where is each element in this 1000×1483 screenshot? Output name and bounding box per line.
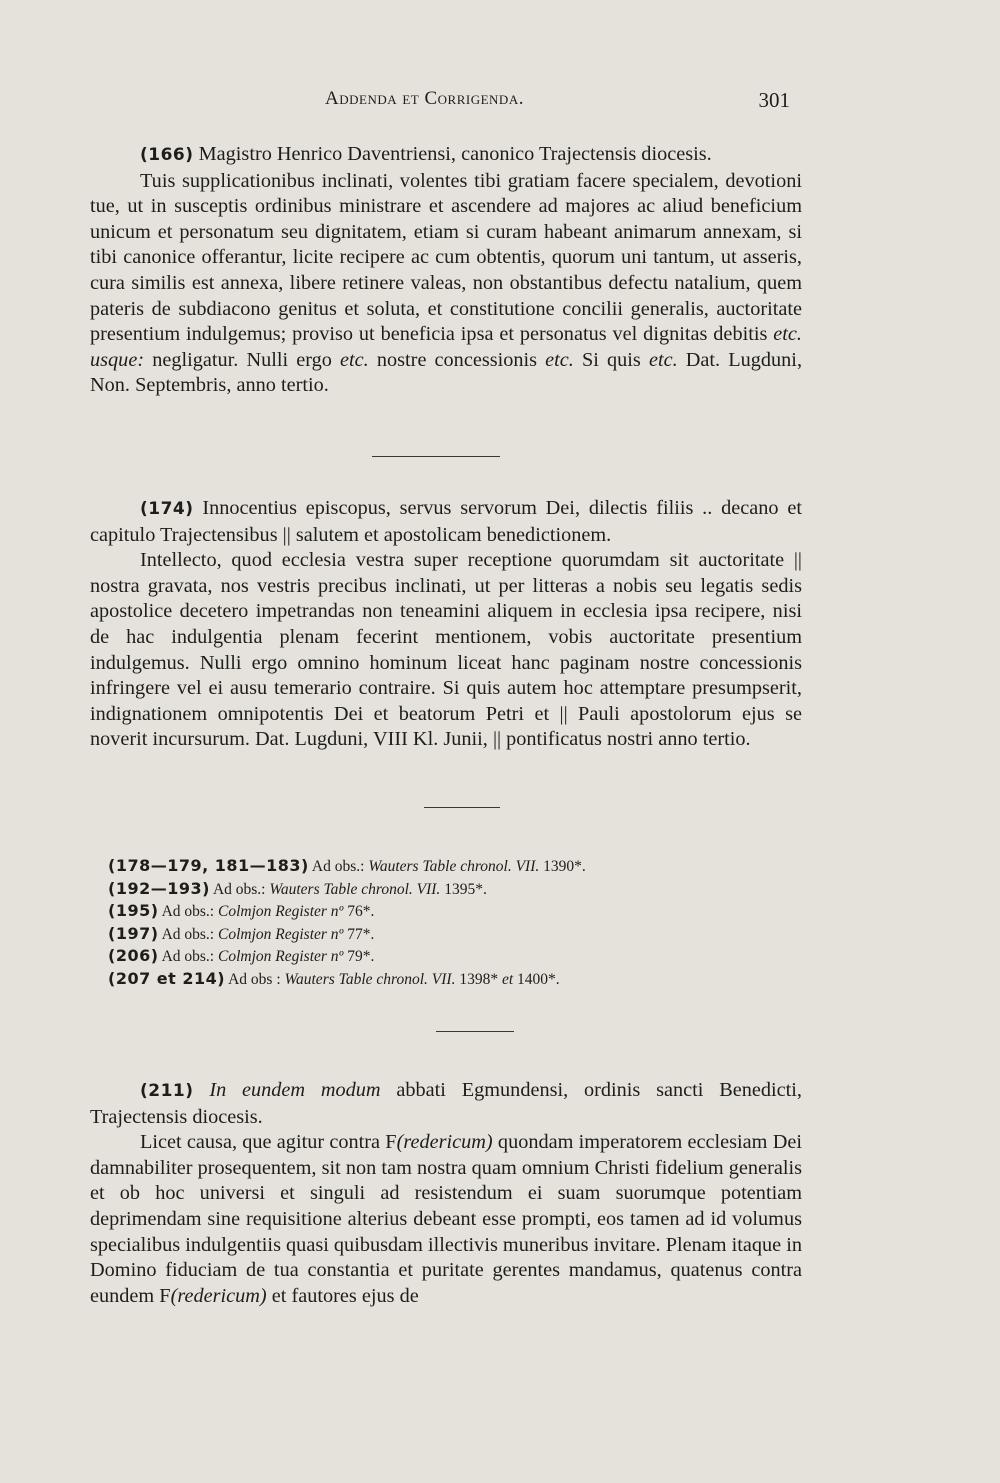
body-text: negligatur. Nulli ergo [152,348,332,371]
obs-value: 1400*. [517,970,560,988]
entry-number: (178—179, 181—183) [108,856,309,875]
page-header [90,88,790,118]
obs-value: 77*. [347,925,375,943]
entry-211-addressee: abbati Egmundensi, ordinis sancti Benedicti, Trajectensis diocesis. [90,1079,802,1128]
obs-label: Ad obs.: [161,903,215,920]
entry-166-heading [90,142,802,169]
entry-number: (166) [140,145,194,165]
obs-reference: Colmjon Register nº [217,903,344,920]
body-text: Si quis [582,348,641,371]
entry-174-heading [90,496,802,548]
section-divider [436,1031,514,1032]
observation-line [108,968,808,991]
section-divider [372,456,500,457]
body-text: quondam imperatorem ecclesiam Dei damnabiliter prosequentem, sit non tam nostra quam omnium Christi fidelium generalis et ob hoc universi et singuli ad resistendum ei suam suorumque potentiam deprimendam sine requisitione alterius debeant esse prompti, eos tamen ad id volumus specialibus indulgentiis quasi quibusdam illectivis muneribus invitare. Plenam itaque in Domino fiduciam de tua constantia et puritate gerentes mandamus, quatenus contra eundem F [90,1131,802,1307]
obs-label: Ad obs.: [161,925,215,943]
abbrev: etc. [545,348,574,371]
obs-value: 1390*. [543,858,586,875]
abbrev: etc. [773,323,803,346]
obs-reference: Wauters Table chronol. VII. [284,970,456,988]
entry-number: (206) [108,946,159,965]
entry-number: (207 et 214) [108,968,226,988]
entry-174-body: Intellecto, quod ecclesia vestra super receptione quorumdam sit auctoritate || nostra gravata, nos vestris precibus inclinati, ut per litteras a nobis seu legatis sedis apostolice decetero impetrandas non teneamini aliquem in ecclesia ipsa recipere, nisi de hac indulgentia plenam fecerint mentionem, vobis auctoritate presentium indulgemus. Nulli ergo omnino hominum liceat hanc paginam nostre concessionis infringere vel ei ausu temerario contraire. Si quis autem hoc attemptare presumpserit, indignationem omnipotentis Dei et beatorum Petri et || Pauli apostolorum ejus se noverit incursurum. Dat. Lugduni, VIII Kl. Junii, || pontificatus nostri anno tertio. [90,549,802,751]
entry-number: (174) [140,499,194,519]
observation-line [108,945,808,968]
incipit: In eundem modum [209,1079,381,1101]
entry-number: (192—193) [108,878,210,898]
observation-line [108,923,808,946]
body-text: Tuis supplicationibus inclinati, volentes tibi gratiam facere specialem, devotioni tue, ut in susceptis ordinibus ministrare et ascendere ad majores ac aliud beneficium unicum et personatum seu dignitatem, etiam si curam habeant animarum annexam, si tibi canonice offerantur, licite recipere ac cum obtentis, quorum uni tantum, ut asseris, cura similis est annexa, libere retinere valeas, non obstantibus defectu natalium, quem pateris de subdiacono genitus et soluta, et constitutione concilii generalis, auctoritate presentium indulgemus; proviso ut beneficia ipsa et personatus vel dignitas debitis [90,169,802,346]
obs-label: Ad obs.: [212,880,266,898]
running-title: Addenda et Corrigenda. [325,88,524,109]
entry-number: (211) [140,1081,194,1101]
expansion: (redericum) [396,1131,493,1154]
body-text: Dat. Lugduni, Non. Septembris, anno tertio. [90,348,803,397]
entry-166-addressee: Magistro Henrico Daventriensi, canonico Trajectensis diocesis. [198,143,712,165]
obs-value: 1398* [459,970,499,988]
section-divider [424,807,500,808]
entry-174-address: Innocentius episcopus, servus servorum Dei, dilectis filiis .. decano et capitulo Trajectensibus || salutem et apostolicam benedictionem. [90,497,802,546]
obs-conjunction: et [501,970,514,988]
obs-reference: Colmjon Register nº [217,948,344,965]
obs-value: 1395*. [444,880,487,898]
observation-line [108,855,808,878]
obs-reference: Wauters Table chronol. VII. [368,858,540,875]
obs-label: Ad obs.: [161,948,215,965]
obs-reference: Colmjon Register nº [217,925,344,943]
abbrev: usque: [90,348,145,371]
entry-211-heading [90,1078,802,1130]
entry-174 [90,496,802,753]
entry-211 [90,1078,802,1309]
page-number: 301 [758,88,790,112]
obs-label: Ad obs.: [311,858,365,875]
entry-number: (197) [108,923,159,943]
observations-list [108,855,808,990]
expansion: (redericum) [170,1284,267,1307]
observation-line [108,900,808,923]
body-text: et fautores ejus de [271,1284,419,1307]
entry-166-body [90,169,802,399]
abbrev: etc. [340,348,369,371]
body-text: nostre concessionis [376,348,538,371]
body-text: Licet causa, que agitur contra F [140,1131,397,1154]
abbrev: etc. [648,348,678,371]
entry-211-body [90,1130,802,1309]
obs-value: 76*. [347,903,375,920]
entry-166 [90,142,802,399]
observation-line [108,878,808,901]
obs-reference: Wauters Table chronol. VII. [269,880,441,898]
entry-number: (195) [108,901,159,920]
obs-label: Ad obs : [228,970,281,988]
obs-value: 79*. [347,948,375,965]
